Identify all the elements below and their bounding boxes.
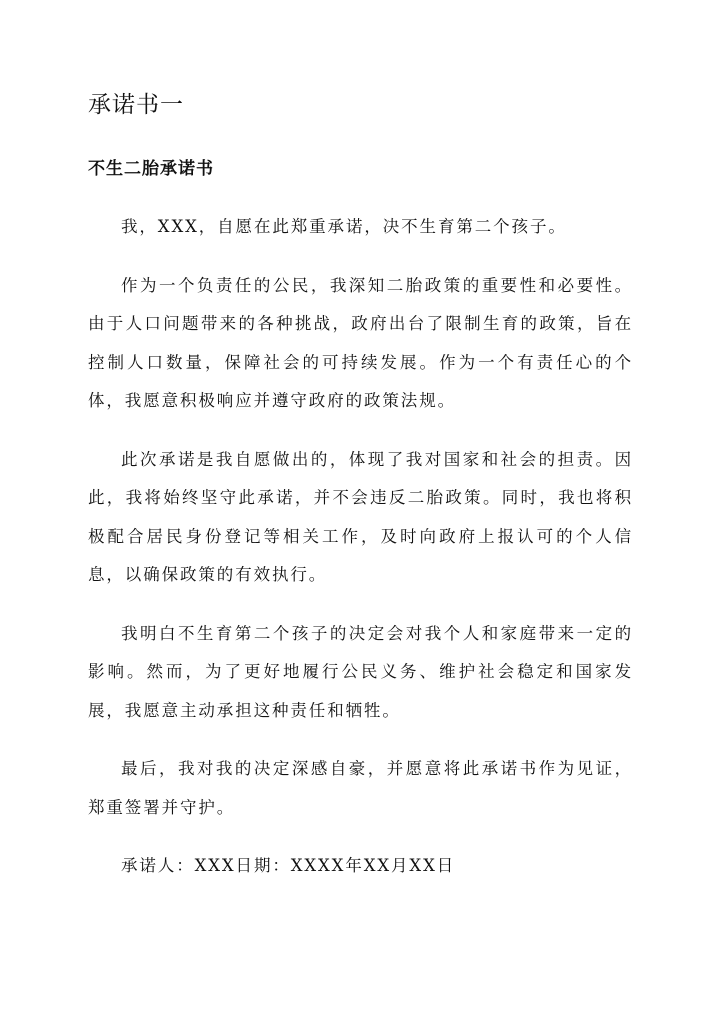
document-subtitle: 不生二胎承诺书 [88,159,214,179]
document-body [88,208,633,906]
paragraph-closing: 最后，我对我的决定深感自豪，并愿意将此承诺书作为见证，郑重签署并守护。 [88,759,633,817]
paragraph-impact: 我明白不生育第二个孩子的决定会对我个人和家庭带来一定的影响。然而，为了更好地履行公民义务、维护社会稳定和国家发展，我愿意主动承担这种责任和牺牲。 [88,623,633,720]
paragraph-pledge: 我，XXX，自愿在此郑重承诺，决不生育第二个孩子。 [121,217,567,236]
paragraph-commitment: 此次承诺是我自愿做出的，体现了我对国家和社会的担责。因此，我将始终坚守此承诺，并不会违反二胎政策。同时，我也将积极配合居民身份登记等相关工作，及时向政府上报认可的个人信息，以确保政策的有效执行。 [88,449,633,584]
signature-line: 承诺人：XXX日期：XXXX年XX月XX日 [121,856,456,875]
paragraph-responsibility: 作为一个负责任的公民，我深知二胎政策的重要性和必要性。由于人口问题带来的各种挑战，政府出台了限制生育的政策，旨在控制人口数量，保障社会的可持续发展。作为一个有责任心的个体，我愿意积极响应并遵守政府的政策法规。 [88,275,633,410]
document-title: 承诺书一 [88,92,184,118]
